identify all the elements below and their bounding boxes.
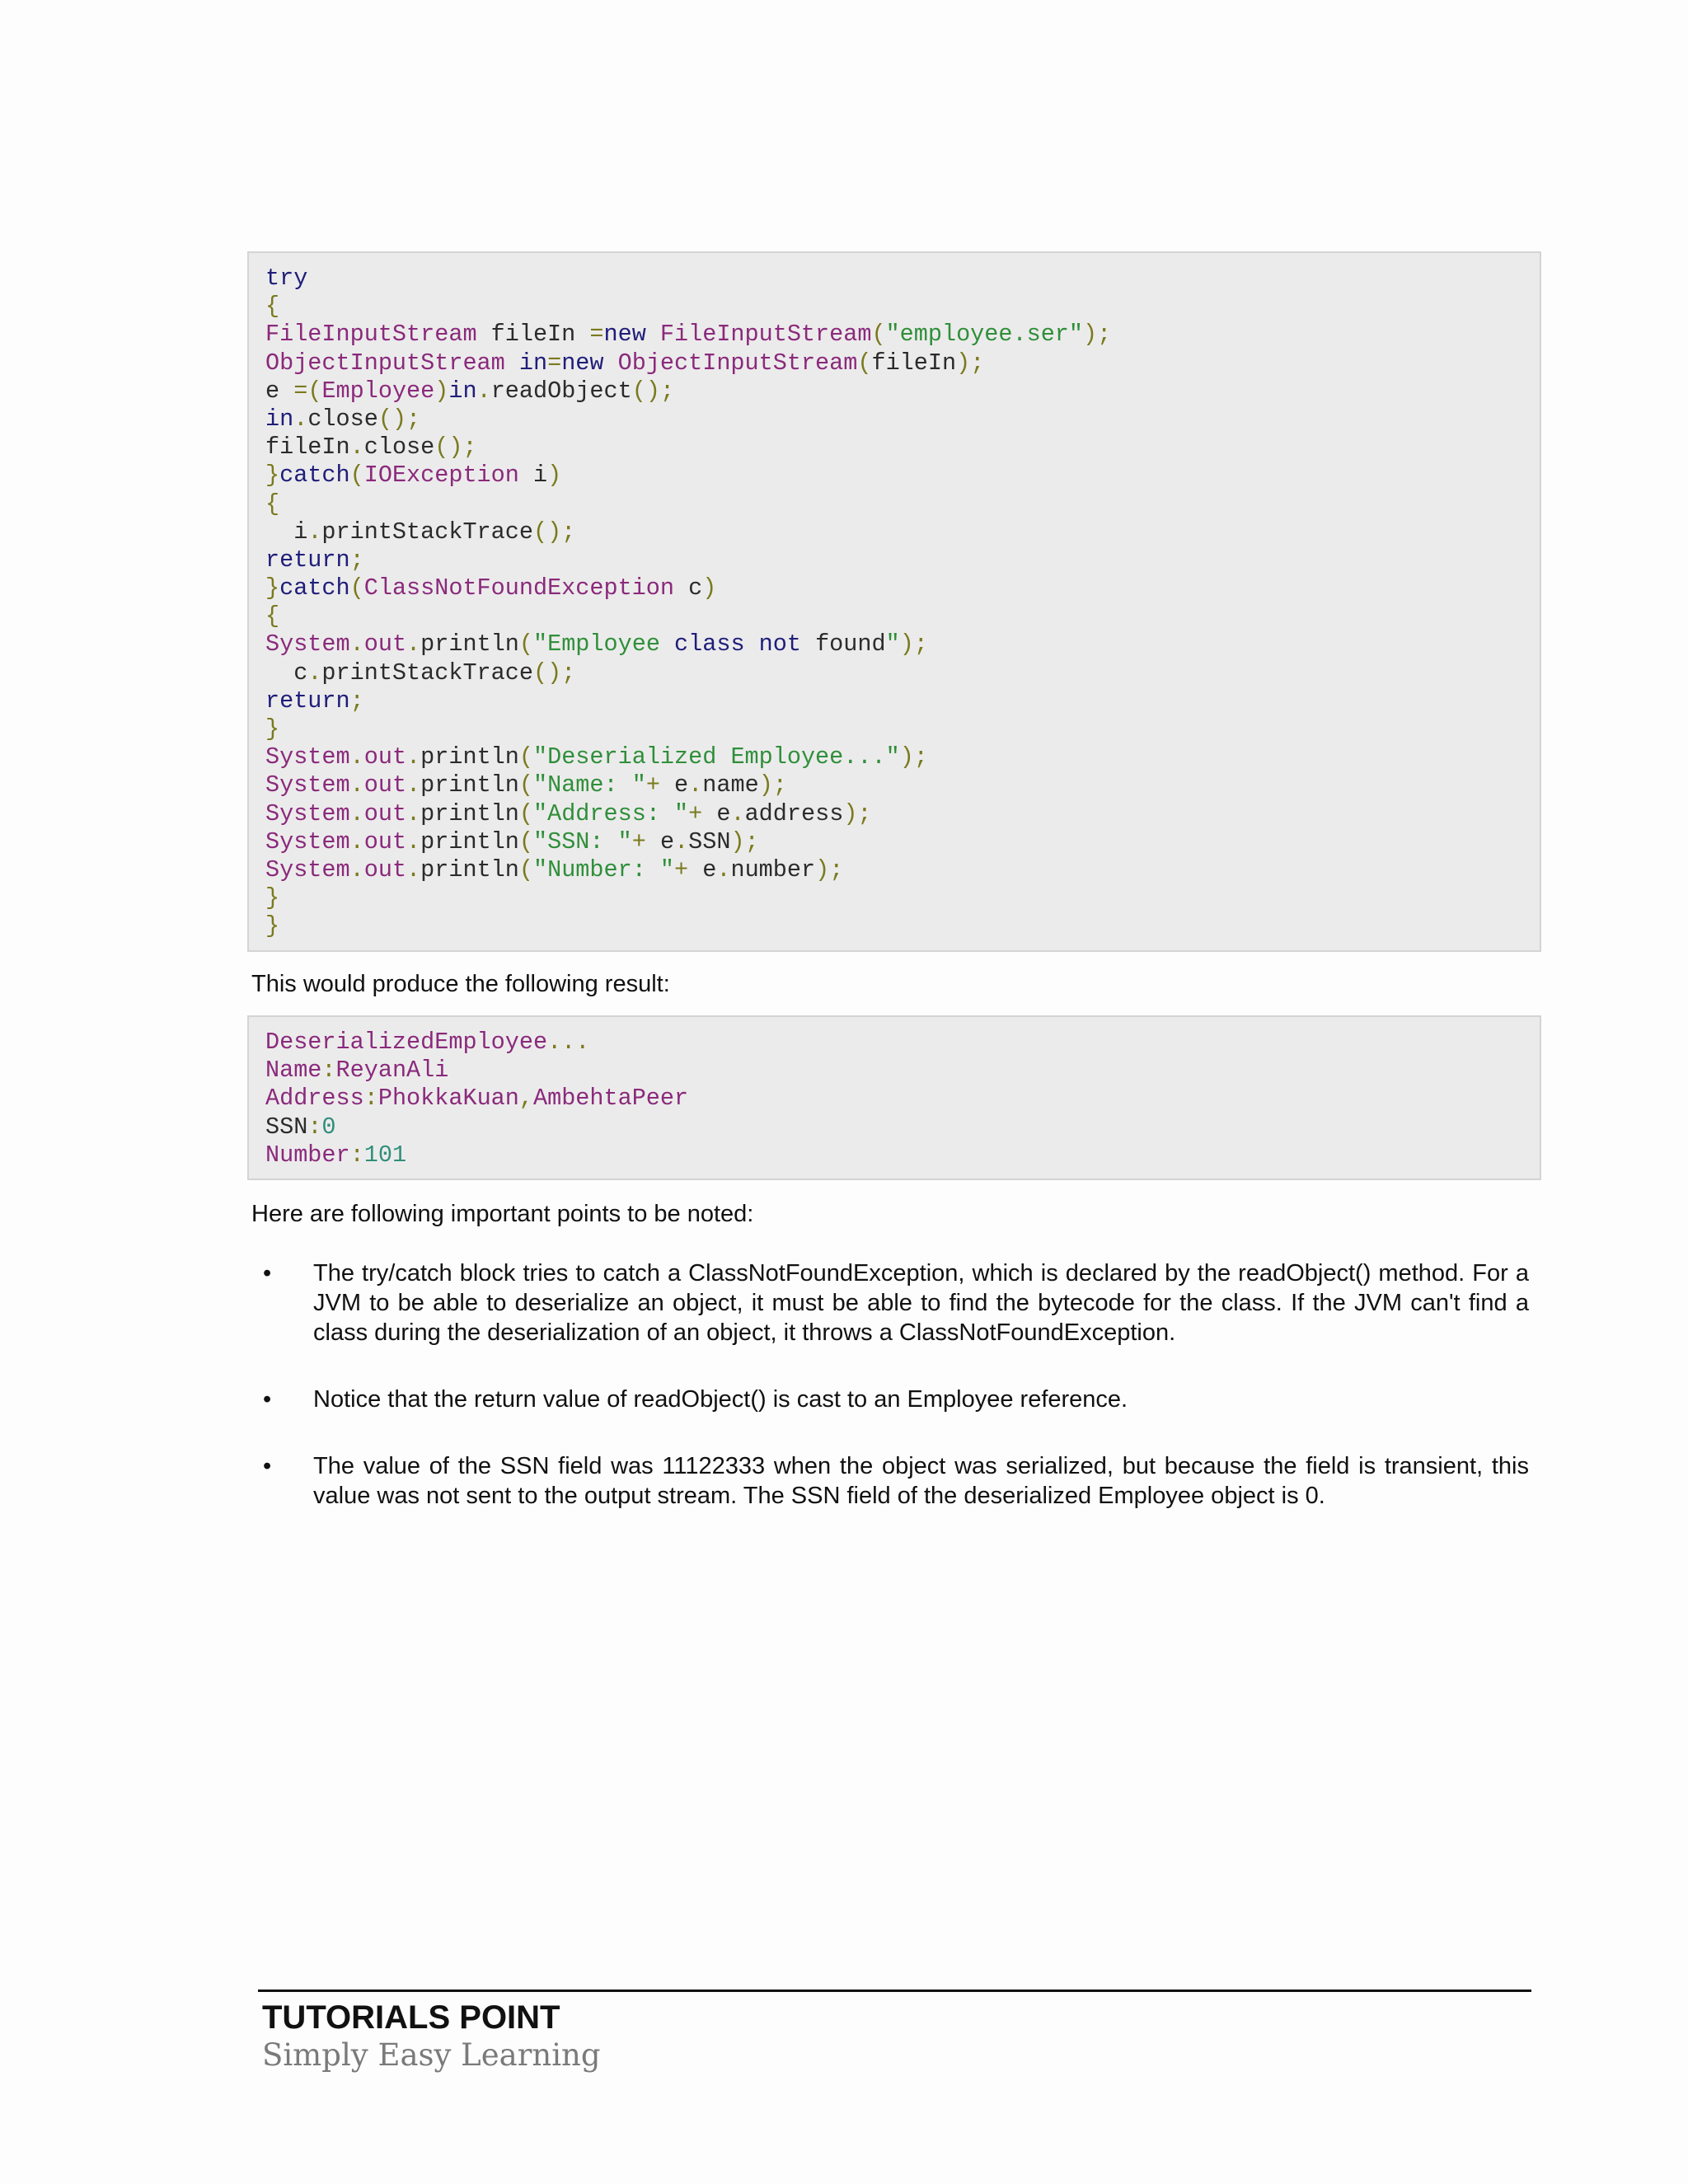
code-line xyxy=(265,800,1523,828)
code-line xyxy=(265,293,1523,321)
code-token: in xyxy=(265,405,294,433)
code-token: . xyxy=(406,771,421,799)
code-token: out xyxy=(363,743,407,771)
code-line xyxy=(265,490,1523,518)
code-token: . xyxy=(406,743,421,771)
code-line xyxy=(265,1029,1523,1057)
code-line xyxy=(265,1057,1523,1085)
code-token: . xyxy=(349,743,364,771)
code-token: Name xyxy=(265,1057,322,1085)
code-token: println xyxy=(420,827,519,855)
code-token: in xyxy=(518,349,548,377)
code-token: . xyxy=(406,799,421,827)
code-token: i xyxy=(518,462,548,490)
code-token: ; xyxy=(349,546,364,574)
code-line xyxy=(265,462,1523,490)
code-token: SSN xyxy=(688,827,731,855)
code-token: } xyxy=(265,884,280,912)
code-token: ( xyxy=(349,462,364,490)
code-token: } xyxy=(265,715,280,743)
code-line xyxy=(265,546,1523,574)
list-item xyxy=(251,1451,1529,1511)
code-token: . xyxy=(406,827,421,855)
code-line xyxy=(265,630,1523,658)
code-token xyxy=(745,630,759,658)
code-token: + xyxy=(674,855,689,883)
code-token: out xyxy=(363,771,407,799)
code-line xyxy=(265,828,1523,856)
code-token: ) xyxy=(547,462,562,490)
code-token: ); xyxy=(815,855,844,883)
code-token: ObjectInputStream xyxy=(617,349,858,377)
code-token: printStackTrace xyxy=(321,658,533,687)
code-token: fileIn xyxy=(265,434,350,462)
bullet-icon: • xyxy=(263,1386,272,1413)
code-token: PhokkaKuan xyxy=(377,1085,519,1113)
code-block-deserialize xyxy=(247,251,1541,952)
code-token: . xyxy=(349,799,364,827)
code-token: ); xyxy=(843,799,872,827)
code-token: SSN xyxy=(265,1113,308,1141)
code-token xyxy=(604,349,618,377)
code-token: . xyxy=(349,630,364,658)
code-token: } xyxy=(265,912,280,940)
code-token: IOException xyxy=(363,462,519,490)
code-line xyxy=(265,602,1523,630)
code-token: DeserializedEmployee xyxy=(265,1029,548,1056)
code-token: e xyxy=(265,377,294,405)
code-token: (); xyxy=(377,405,421,433)
code-token: System xyxy=(265,855,350,883)
code-token: close xyxy=(307,405,378,433)
code-line xyxy=(265,912,1523,940)
code-token: "Name: " xyxy=(533,771,646,799)
code-token: println xyxy=(420,743,519,771)
code-token: + xyxy=(688,799,703,827)
code-token: fileIn xyxy=(476,321,590,349)
code-token: FileInputStream xyxy=(659,321,872,349)
code-token: ObjectInputStream xyxy=(265,349,505,377)
code-token: try xyxy=(265,265,308,292)
code-token: e xyxy=(688,855,717,883)
code-token: new xyxy=(561,349,604,377)
code-token: System xyxy=(265,743,350,771)
code-token: number xyxy=(730,855,816,883)
footer-title: TUTORIALS POINT xyxy=(262,1999,560,2036)
code-token: println xyxy=(420,799,519,827)
code-token: System xyxy=(265,630,350,658)
code-token: name xyxy=(702,771,759,799)
code-token: . xyxy=(349,771,364,799)
bullet-icon: • xyxy=(263,1260,272,1286)
notes-list xyxy=(251,1258,1529,1548)
code-token: c xyxy=(674,574,703,602)
code-token: . xyxy=(674,827,689,855)
code-token: + xyxy=(645,771,660,799)
code-line xyxy=(265,743,1523,771)
code-token: { xyxy=(265,490,280,518)
code-line xyxy=(265,518,1523,546)
code-token: : xyxy=(349,1141,364,1169)
code-token: return xyxy=(265,687,350,715)
code-token: : xyxy=(307,1113,322,1141)
code-token: ( xyxy=(518,771,533,799)
code-token: System xyxy=(265,771,350,799)
footer-divider xyxy=(258,1990,1531,1992)
code-token: ); xyxy=(899,743,928,771)
code-token: . xyxy=(349,855,364,883)
code-token: 101 xyxy=(363,1141,407,1169)
code-token: + xyxy=(631,827,646,855)
code-token: out xyxy=(363,799,407,827)
code-token: ); xyxy=(956,349,985,377)
code-token: not xyxy=(758,630,801,658)
code-token: } xyxy=(265,462,280,490)
code-token: fileIn xyxy=(871,349,957,377)
code-line xyxy=(265,574,1523,602)
code-token: Address xyxy=(265,1085,364,1113)
notes-intro-text: Here are following important points to be noted: xyxy=(251,1201,754,1227)
code-line xyxy=(265,1141,1523,1169)
code-line xyxy=(265,405,1523,434)
code-token: = xyxy=(589,321,604,349)
code-line xyxy=(265,856,1523,884)
code-token: ); xyxy=(730,827,759,855)
code-token: , xyxy=(518,1085,533,1113)
code-token: System xyxy=(265,827,350,855)
code-token: out xyxy=(363,630,407,658)
code-token: (); xyxy=(434,434,477,462)
result-intro-text: This would produce the following result: xyxy=(251,971,670,997)
code-token: ( xyxy=(518,827,533,855)
code-token: println xyxy=(420,771,519,799)
bullet-text: The value of the SSN field was 11122333 when the object was serialized, but because the field is transient, this value was not sent to the output stream. The SSN field of the deserialized Employee object is 0. xyxy=(313,1453,1529,1509)
code-token: : xyxy=(363,1085,378,1113)
code-token: . xyxy=(476,377,491,405)
code-token: ( xyxy=(349,574,364,602)
code-token: return xyxy=(265,546,350,574)
code-token: . xyxy=(307,658,322,687)
code-token: close xyxy=(363,434,435,462)
code-line xyxy=(265,884,1523,912)
code-token: found xyxy=(800,630,886,658)
code-token: . xyxy=(406,630,421,658)
code-token xyxy=(505,349,519,377)
code-token: ClassNotFoundException xyxy=(363,574,674,602)
code-token: . xyxy=(716,855,731,883)
code-token: . xyxy=(307,518,322,546)
code-line xyxy=(265,715,1523,743)
code-token: in xyxy=(448,377,477,405)
code-token: : xyxy=(321,1057,336,1085)
code-line xyxy=(265,1113,1523,1141)
code-token: readObject xyxy=(490,377,632,405)
code-token: { xyxy=(265,602,280,630)
code-token: ( xyxy=(518,855,533,883)
code-token: "Employee xyxy=(533,630,675,658)
code-token: e xyxy=(702,799,731,827)
code-block-output xyxy=(247,1015,1541,1180)
code-token: "Deserialized Employee..." xyxy=(533,743,900,771)
code-token: out xyxy=(363,827,407,855)
code-line xyxy=(265,771,1523,799)
code-token: } xyxy=(265,574,280,602)
code-token: =( xyxy=(293,377,322,405)
code-token: "Number: " xyxy=(533,855,675,883)
code-token: " xyxy=(885,630,900,658)
code-line xyxy=(265,659,1523,687)
code-line xyxy=(265,687,1523,715)
code-token: . xyxy=(293,405,308,433)
code-token: "Address: " xyxy=(533,799,689,827)
code-token xyxy=(646,321,660,348)
code-token: System xyxy=(265,799,350,827)
code-token: AmbehtaPeer xyxy=(532,1085,689,1113)
code-token: e xyxy=(659,771,689,799)
list-item xyxy=(251,1385,1529,1414)
code-line xyxy=(265,377,1523,405)
code-line xyxy=(265,349,1523,377)
code-token: address xyxy=(744,799,844,827)
code-token: "SSN: " xyxy=(533,827,632,855)
code-token: ); xyxy=(758,771,787,799)
code-token: i xyxy=(265,518,308,546)
code-token: out xyxy=(363,855,407,883)
code-token: 0 xyxy=(321,1113,336,1141)
code-token: Employee xyxy=(321,377,435,405)
code-token: c xyxy=(265,658,308,687)
code-token: ... xyxy=(547,1029,590,1056)
code-token: new xyxy=(603,321,646,349)
code-token: ( xyxy=(857,349,872,377)
code-token: ReyanAli xyxy=(335,1057,449,1085)
code-token: (); xyxy=(631,377,675,405)
code-token: { xyxy=(265,293,280,321)
code-token: (); xyxy=(532,518,576,546)
code-token: . xyxy=(406,855,421,883)
code-token: e xyxy=(645,827,675,855)
code-token: = xyxy=(547,349,562,377)
code-token: ); xyxy=(899,630,928,658)
code-token: class xyxy=(674,630,745,658)
code-token: printStackTrace xyxy=(321,518,533,546)
code-token: catch xyxy=(279,574,350,602)
code-token: "employee.ser" xyxy=(885,321,1084,349)
code-token: println xyxy=(420,630,519,658)
code-token: ( xyxy=(871,321,886,349)
list-item xyxy=(251,1258,1529,1347)
code-line xyxy=(265,434,1523,462)
code-token: catch xyxy=(279,462,350,490)
code-line xyxy=(265,321,1523,349)
code-token: (); xyxy=(532,658,576,687)
code-token: ) xyxy=(434,377,449,405)
code-token: ( xyxy=(518,630,533,658)
code-line xyxy=(265,265,1523,293)
code-token: ( xyxy=(518,743,533,771)
code-token: ) xyxy=(702,574,717,602)
code-token: . xyxy=(730,799,745,827)
code-token: ); xyxy=(1083,321,1112,349)
bullet-text: Notice that the return value of readObject() is cast to an Employee reference. xyxy=(313,1386,1128,1413)
bullet-text: The try/catch block tries to catch a ClassNotFoundException, which is declared by the readObject() method. For a JVM to be able to deserialize an object, it must be able to find the bytecode for the class. If the JVM can't find a class during the deserialization of an object, it throws a ClassNotFoundException. xyxy=(313,1260,1529,1346)
code-token: . xyxy=(688,771,703,799)
code-token: ; xyxy=(349,687,364,715)
footer-subtitle: Simply Easy Learning xyxy=(262,2037,601,2073)
code-line xyxy=(265,1085,1523,1113)
code-token: ( xyxy=(518,799,533,827)
code-token: . xyxy=(349,827,364,855)
code-token: Number xyxy=(265,1141,350,1169)
code-token: println xyxy=(420,855,519,883)
code-token: . xyxy=(349,434,364,462)
bullet-icon: • xyxy=(263,1453,272,1479)
code-token: FileInputStream xyxy=(265,321,477,349)
